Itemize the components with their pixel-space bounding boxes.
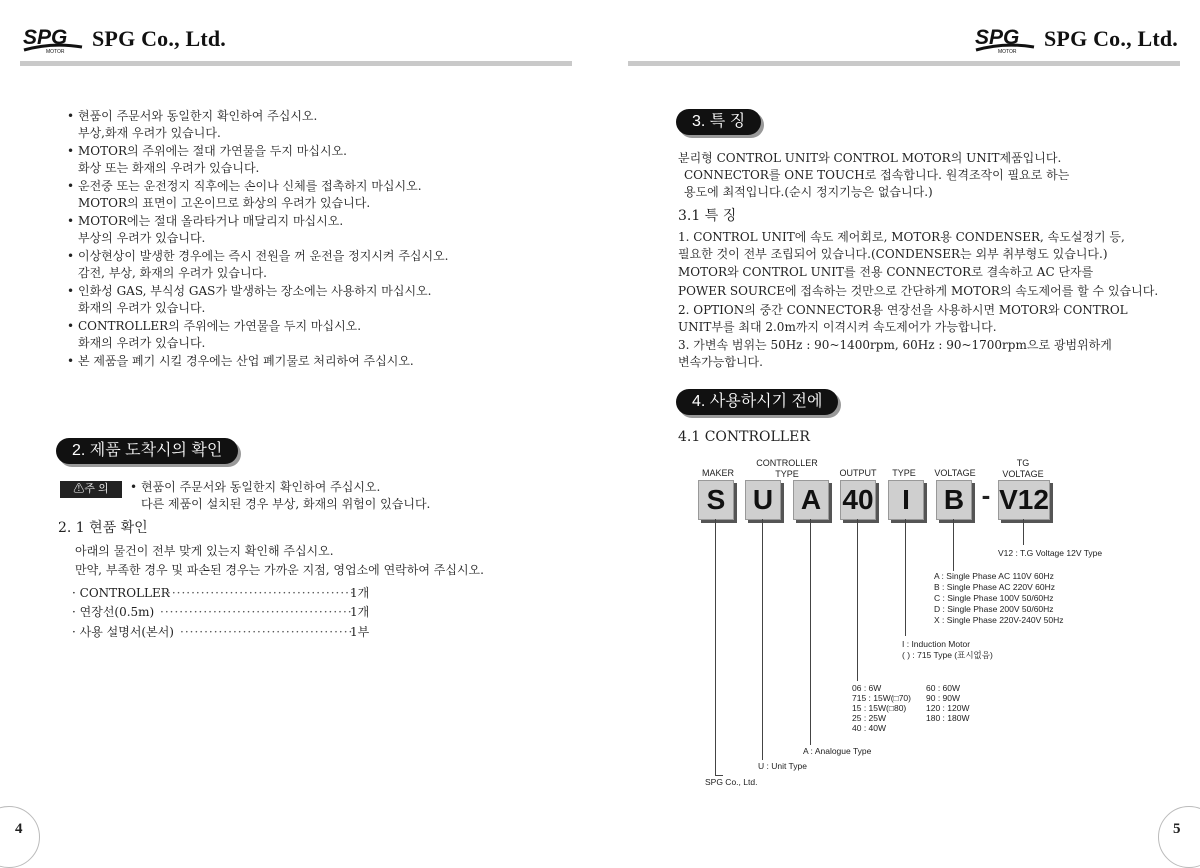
connector-line <box>810 519 811 745</box>
connector-line <box>762 519 763 760</box>
company-logo-left <box>22 24 226 54</box>
item-qty: 1개 <box>350 586 370 600</box>
voltage-legend-item: B : Single Phase AC 220V 60Hz <box>934 582 1055 592</box>
feature-line: 변속가능합니다. <box>678 355 763 369</box>
type-legend-item: I : Induction Motor <box>902 639 971 649</box>
code-box-maker: S <box>698 480 734 520</box>
header-rule-right <box>628 61 1180 66</box>
code-label-controller-type: CONTROLLER TYPE <box>756 458 818 479</box>
code-label-type: TYPE <box>892 468 916 478</box>
feature-line: 2. OPTION의 중간 CONNECTOR용 연장선을 사용하시면 MOTOR와 CONTROL <box>678 303 1128 317</box>
output-legend-item: 15 : 15W(□80) <box>852 703 907 713</box>
page-number-right: 5 <box>1158 806 1200 868</box>
code-box-tg-voltage: V12 <box>998 480 1050 520</box>
check-line: 만약, 부족한 경우 및 파손된 경우는 가까운 지점, 영업소에 연락하여 주십시오. <box>75 563 484 577</box>
safety-line: • 운전중 또는 운전정지 직후에는 손이나 신체를 접촉하지 마십시오. <box>78 178 422 195</box>
feature-line: 1. CONTROL UNIT에 속도 제어회로, MOTOR용 CONDENSER, 속도설정기 등, <box>678 230 1125 244</box>
output-legend-item: 90 : 90W <box>926 693 961 703</box>
safety-line: • 이상현상이 발생한 경우에는 즉시 전원을 꺼 운전을 정지시켜 주십시오. <box>78 248 449 265</box>
feature-line: MOTOR와 CONTROL UNIT를 전용 CONNECTOR로 결속하고 AC 단자를 <box>678 265 1094 279</box>
code-label-tg-voltage: TG VOLTAGE <box>1002 458 1044 479</box>
connector-line <box>715 519 716 775</box>
voltage-legend-item: D : Single Phase 200V 50/60Hz <box>934 604 1054 614</box>
caution-badge: ⚠주 의 <box>60 481 122 498</box>
feature-line: POWER SOURCE에 접속하는 것만으로 간단하게 MOTOR의 속도제어를 할 수 있습니다. <box>678 284 1159 298</box>
feature-intro-line: CONNECTOR를 ONE TOUCH로 접속합니다. 원격조작이 필요로 하는 <box>684 168 1070 182</box>
tg-voltage-legend: V12 : T.G Voltage 12V Type <box>998 548 1103 558</box>
output-legend-item: 06 : 6W <box>852 683 882 693</box>
safety-detail: 화상 또는 화재의 우려가 있습니다. <box>78 161 260 175</box>
list-item: · 연장선(0.5m) ········································ 1개 <box>72 605 370 619</box>
safety-line: • MOTOR에는 절대 올라타거나 매달리지 마십시오. <box>78 213 343 230</box>
safety-line: • 인화성 GAS, 부식성 GAS가 발생하는 장소에는 사용하지 마십시오. <box>78 283 431 300</box>
code-label-voltage: VOLTAGE <box>934 468 976 478</box>
safety-line: • 본 제품을 폐기 시킬 경우에는 산업 폐기물로 처리하여 주십시오. <box>78 353 414 370</box>
list-item: · CONTROLLER ······································· 1개 <box>72 586 370 600</box>
safety-detail: 부상의 우려가 있습니다. <box>78 231 206 245</box>
output-legend-item: 60 : 60W <box>926 683 961 693</box>
output-legend-item: 715 : 15W(□70) <box>852 693 911 703</box>
connector-line <box>905 519 906 636</box>
item-qty: 1개 <box>350 605 370 619</box>
logo-sub: MOTOR <box>998 49 1017 54</box>
subsection-4-1-title: 4.1 CONTROLLER <box>678 429 810 445</box>
item-name: CONTROLLER <box>79 586 170 600</box>
logo-text: SPG <box>975 26 1020 49</box>
voltage-legend-item: C : Single Phase 100V 50/60Hz <box>934 593 1054 603</box>
code-box-output: 40 <box>840 480 876 520</box>
output-legend-item: 180 : 180W <box>926 713 970 723</box>
safety-detail: MOTOR의 표면이 고온이므로 화상의 우려가 있습니다. <box>78 196 371 210</box>
code-box-type: I <box>888 480 924 520</box>
connector-line <box>1023 519 1024 545</box>
safety-line: • 현품이 주문서와 동일한지 확인하여 주십시오. <box>78 108 317 125</box>
check-line: 아래의 물건이 전부 맞게 있는지 확인해 주십시오. <box>75 544 334 558</box>
safety-line: • CONTROLLER의 주위에는 가연물을 두지 마십시오. <box>78 318 361 335</box>
header-rule-left <box>20 61 572 66</box>
logo-text: SPG <box>23 26 68 49</box>
spg-logo-icon <box>974 24 1036 54</box>
code-box-unit: U <box>745 480 781 520</box>
connector-line <box>857 519 858 681</box>
feature-line: UNIT부를 최대 2.0m까지 이격시켜 속도제어가 가능합니다. <box>678 320 997 334</box>
type-legend-item: ( ) : 715 Type (표시없음) <box>902 650 993 660</box>
safety-line: • MOTOR의 주위에는 절대 가연물을 두지 마십시오. <box>78 143 347 160</box>
code-box-analogue: A <box>793 480 829 520</box>
feature-line: 필요한 것이 전부 조립되어 있습니다.(CONDENSER는 외부 취부형도 있습니다.) <box>678 247 1108 261</box>
safety-detail: 화재의 우려가 있습니다. <box>78 336 206 350</box>
subsection-3-1-title: 3.1 특 징 <box>678 208 737 224</box>
output-legend-item: 40 : 40W <box>852 723 887 733</box>
voltage-legend-item: A : Single Phase AC 110V 60Hz <box>934 571 1054 581</box>
code-label-output: OUTPUT <box>839 468 877 478</box>
connector-line <box>953 519 954 571</box>
feature-intro-line: 용도에 최적입니다.(순시 정지기능은 없습니다.) <box>684 185 933 199</box>
logo-sub: MOTOR <box>46 49 65 54</box>
company-name: SPG Co., Ltd. <box>92 26 227 51</box>
feature-line: 3. 가변속 범위는 50Hz : 90~1400rpm, 60Hz : 90~1700rpm으로 광범위하게 <box>678 338 1112 352</box>
controller-type-legend-unit: U : Unit Type <box>758 761 807 771</box>
code-box-voltage: B <box>936 480 972 520</box>
company-logo-right <box>974 24 1178 54</box>
code-dash: - <box>981 480 991 510</box>
code-label-maker: MAKER <box>701 468 734 478</box>
safety-detail: 감전, 부상, 화재의 우려가 있습니다. <box>78 266 267 280</box>
section-3-title: 3. 특 징 <box>676 109 761 135</box>
list-item: · 사용 설명서(본서) ···································· 1부 <box>72 625 370 639</box>
company-name: SPG Co., Ltd. <box>1044 26 1179 51</box>
caution-line: • 현품이 주문서와 동일한지 확인하여 주십시오. <box>141 479 380 496</box>
safety-detail: 부상,화재 우려가 있습니다. <box>78 126 221 140</box>
section-2-title: 2. 제품 도착시의 확인 <box>56 438 238 464</box>
item-name: 사용 설명서(본서) <box>79 625 174 639</box>
feature-intro-line: 분리형 CONTROL UNIT와 CONTROL MOTOR의 UNIT제품입니다. <box>678 151 1062 165</box>
spg-logo-icon <box>22 24 84 54</box>
subsection-2-1-title: 2. 1 현품 확인 <box>58 520 148 536</box>
safety-detail: 화재의 우려가 있습니다. <box>78 301 206 315</box>
voltage-legend-item: X : Single Phase 220V-240V 50Hz <box>934 615 1064 625</box>
maker-legend: SPG Co., Ltd. <box>705 777 758 787</box>
caution-line: 다른 제품이 설치된 경우 부상, 화재의 위험이 있습니다. <box>141 497 431 511</box>
connector-line <box>715 775 723 776</box>
item-qty: 1부 <box>350 625 370 639</box>
output-legend-item: 120 : 120W <box>926 703 970 713</box>
page-number-left: 4 <box>0 806 40 868</box>
item-name: 연장선(0.5m) <box>79 605 155 619</box>
controller-type-legend-analogue: A : Analogue Type <box>803 746 872 756</box>
section-4-title: 4. 사용하시기 전에 <box>676 389 838 415</box>
output-legend-item: 25 : 25W <box>852 713 887 723</box>
